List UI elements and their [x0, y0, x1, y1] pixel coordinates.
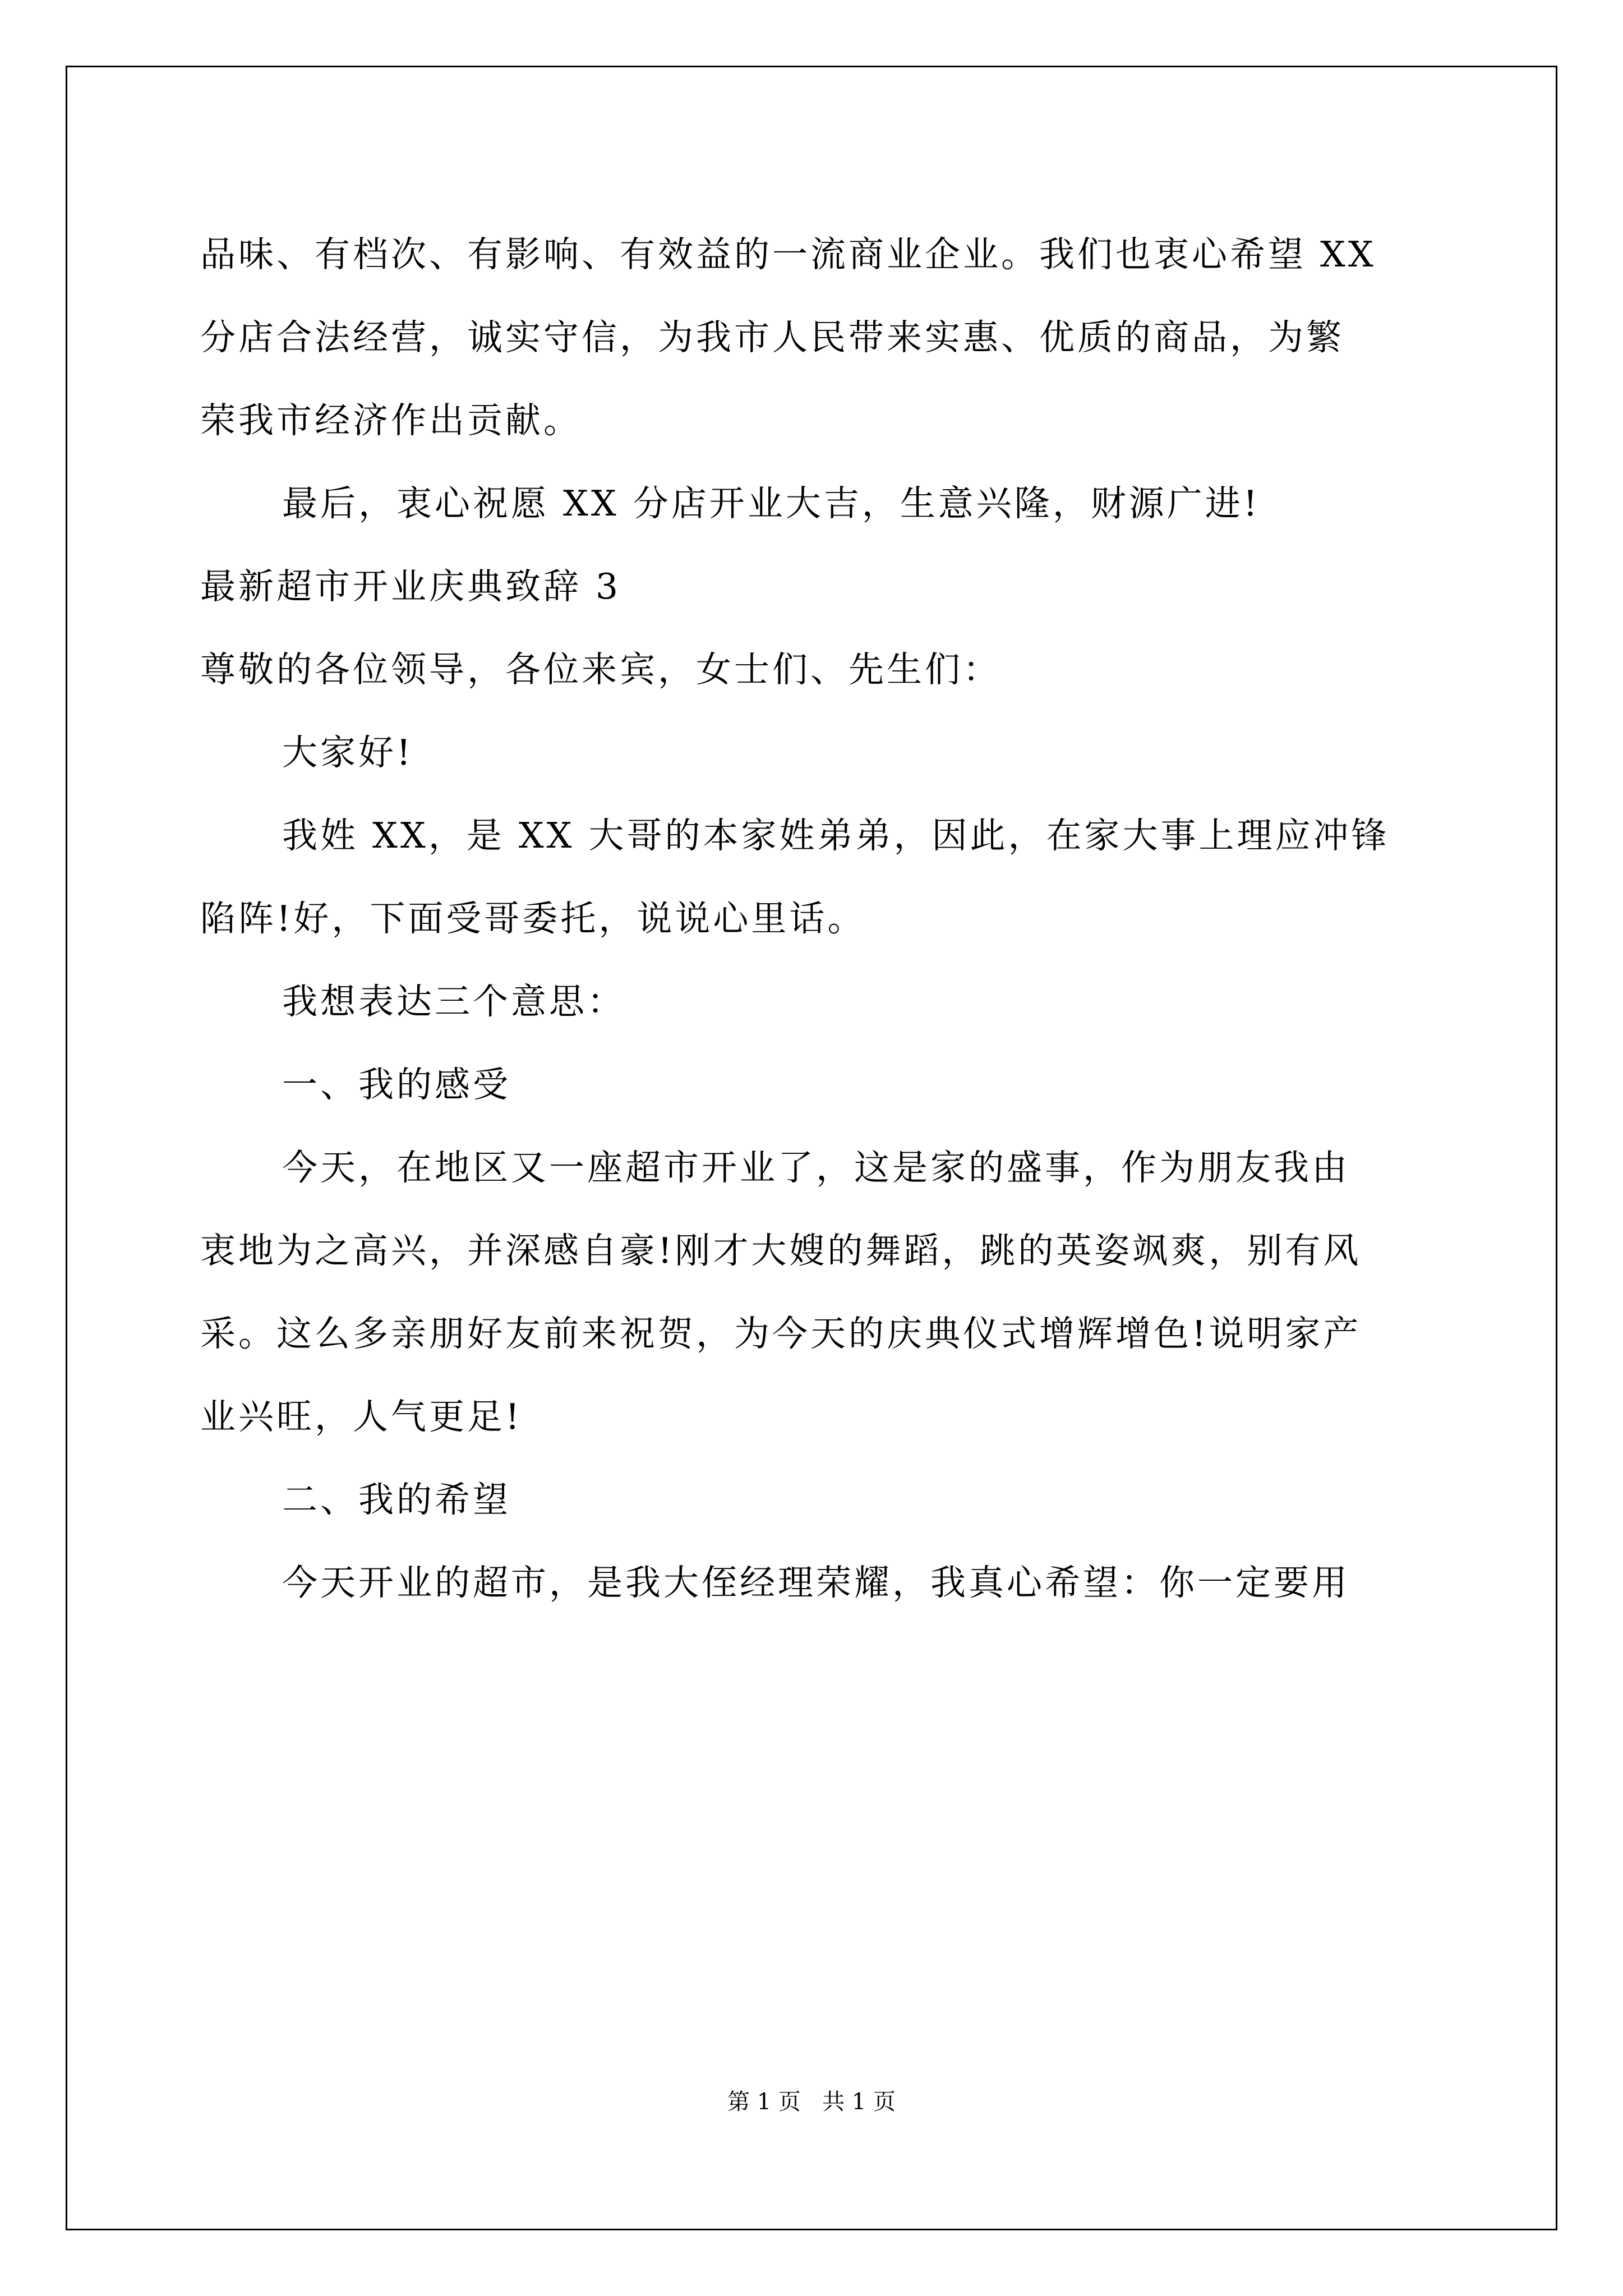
- text-line-14: 采。这么多亲朋好友前来祝贺，为今天的庆典仪式增辉增色!说明家产: [200, 1313, 1362, 1354]
- text-line-15: 业兴旺，人气更足!: [200, 1396, 523, 1437]
- section-heading: 最新超市开业庆典致辞 3: [200, 566, 621, 607]
- text-line-10: 我想表达三个意思：: [282, 981, 625, 1022]
- text-line-17: 今天开业的超市，是我大侄经理荣耀，我真心希望：你一定要用: [282, 1562, 1350, 1603]
- greeting: 大家好!: [282, 732, 414, 773]
- text-line-2: 分店合法经营，诚实守信，为我市人民带来实惠、优质的商品，为繁: [200, 317, 1344, 358]
- subheading-hopes: 二、我的希望: [282, 1479, 511, 1520]
- page-footer: 第 1 页 共 1 页: [727, 2089, 896, 2115]
- text-line-4: 最后，衷心祝愿 XX 分店开业大吉，生意兴隆，财源广进!: [282, 483, 1261, 524]
- text-line-1: 品味、有档次、有影响、有效益的一流商业企业。我们也衷心希望 XX: [200, 234, 1376, 275]
- document-body: [200, 222, 1431, 1633]
- text-line-12: 今天，在地区又一座超市开业了，这是家的盛事，作为朋友我由: [282, 1147, 1350, 1188]
- text-line-3: 荣我市经济作出贡献。: [200, 400, 582, 441]
- salutation: 尊敬的各位领导，各位来宾，女士们、先生们：: [200, 649, 1001, 690]
- text-line-13: 衷地为之高兴，并深感自豪!刚才大嫂的舞蹈，跳的英姿飒爽，别有风: [200, 1230, 1362, 1271]
- text-line-9: 陷阵!好，下面受哥委托，说说心里话。: [200, 898, 866, 939]
- subheading-feelings: 一、我的感受: [282, 1064, 511, 1105]
- text-line-8: 我姓 XX，是 XX 大哥的本家姓弟弟，因此，在家大事上理应冲锋: [282, 815, 1390, 856]
